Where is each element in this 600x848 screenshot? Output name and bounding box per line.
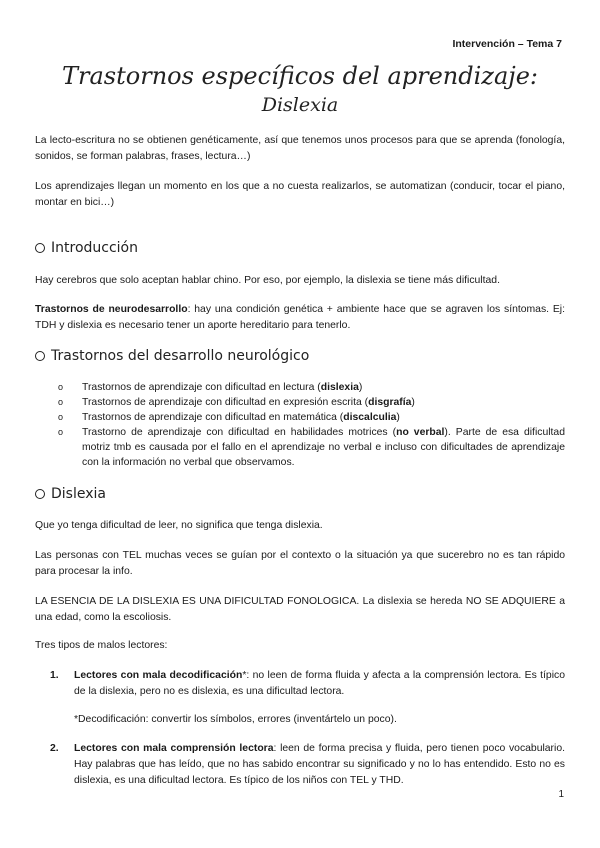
section-heading-neurologico xyxy=(35,348,309,364)
item-bold: dislexia xyxy=(320,382,359,393)
page-subtitle: Dislexia xyxy=(261,94,339,116)
dislexia-paragraph-4: Tres tipos de malos lectores: xyxy=(35,640,168,651)
intro-paragraph-1: La lecto-escritura no se obtienen genéticamente, así que tenemos unos procesos para que se aprenda (fonología, sonidos, se forman palabras, frases, lectura…) xyxy=(35,135,565,162)
item-bold: discalculia xyxy=(343,412,397,423)
footnote-decodificacion: *Decodificación: convertir los símbolos, errores (inventártelo un poco). xyxy=(74,714,397,725)
page-header xyxy=(452,38,562,50)
list-item xyxy=(58,380,565,395)
header-subject: Intervención xyxy=(452,38,515,50)
dislexia-paragraph-1: Que yo tenga dificultad de leer, no significa que tenga dislexia. xyxy=(35,520,323,531)
bullet-marker: o xyxy=(58,427,64,437)
page-number: 1 xyxy=(558,789,564,800)
item-text-end: ) xyxy=(358,382,363,393)
list-item xyxy=(58,395,565,410)
header-dash: – xyxy=(514,38,527,50)
item-bold: disgrafía xyxy=(368,397,412,408)
bullet-marker: o xyxy=(58,382,64,392)
numbered-item-1 xyxy=(50,668,565,700)
page-title: Trastornos específicos del aprendizaje: xyxy=(62,62,538,90)
item-number: 1. xyxy=(50,670,59,681)
list-item xyxy=(58,425,565,470)
circle-bullet-icon xyxy=(35,351,45,361)
section-heading-dislexia xyxy=(35,486,106,502)
circle-bullet-icon xyxy=(35,243,45,253)
item-text-end: ). Parte de esa dificultad motriz tmb es causada por el fallo en el aprendizaje no verbal e incluso con dificultades de aprendizaje con la información no verbal que observamos. xyxy=(82,427,565,468)
introduccion-paragraph-2 xyxy=(35,302,565,334)
circle-bullet-icon xyxy=(35,489,45,499)
section-heading-text: Dislexia xyxy=(51,486,106,502)
bullet-marker: o xyxy=(58,412,64,422)
item-text: : leen de forma precisa y fluida, pero tienen poco vocabulario. Hay palabras que has leído, que no has sabido encontrar su significado y no lo has entendido. Esto no es dislexia, es una dificultad lectora. Es típico de los niños con TEL y THD. xyxy=(74,743,565,786)
item-text: Trastornos de aprendizaje con dificultad en lectura ( xyxy=(82,382,321,393)
section-heading-text: Trastornos del desarrollo neurológico xyxy=(51,348,310,364)
list-item xyxy=(58,410,565,425)
header-topic: Tema 7 xyxy=(526,38,562,50)
item-bold: Lectores con mala comprensión lectora xyxy=(74,743,274,754)
dislexia-paragraph-2: Las personas con TEL muchas veces se guían por el contexto o la situación ya que sucerebro no es tan rápido para procesar la info. xyxy=(35,550,565,577)
section-heading-introduccion xyxy=(35,240,138,256)
bullet-marker: o xyxy=(58,397,64,407)
section-heading-text: Introducción xyxy=(51,240,138,256)
item-bold: Lectores con mala decodificación xyxy=(74,670,243,681)
term-neurodesarrollo: Trastornos de neurodesarrollo xyxy=(35,304,188,315)
term-definition: : hay una condición genética + ambiente hace que se agraven los síntomas. Ej: TDH y dislexia es necesario tener un aporte hereditario para tenerlo. xyxy=(35,304,565,331)
intro-paragraph-2: Los aprendizajes llegan un momento en los que a no cuesta realizarlos, se automatizan (conducir, tocar el piano, montar en bici…) xyxy=(35,181,565,208)
dislexia-paragraph-3: LA ESENCIA DE LA DISLEXIA ES UNA DIFICULTAD FONOLOGICA. La dislexia se hereda NO SE ADQUIERE a una edad, como la escoliosis. xyxy=(35,596,565,623)
item-text: *: no leen de forma fluida y afecta a la comprensión lectora. Es típico de la dislexia, pero no es dislexia, es una dificultad lectora. xyxy=(74,670,565,697)
item-number: 2. xyxy=(50,743,59,754)
introduccion-paragraph-1: Hay cerebros que solo aceptan hablar chino. Por eso, por ejemplo, la dislexia se tiene más dificultad. xyxy=(35,275,500,286)
item-bold: no verbal xyxy=(396,427,445,438)
numbered-item-2 xyxy=(50,741,565,789)
item-text: Trastornos de aprendizaje con dificultad en expresión escrita ( xyxy=(82,397,369,408)
item-text: Trastornos de aprendizaje con dificultad en matemática ( xyxy=(82,412,344,423)
item-text: Trastorno de aprendizaje con dificultad en habilidades motrices ( xyxy=(82,427,397,438)
item-text-end: ) xyxy=(411,397,415,408)
item-text-end: ) xyxy=(396,412,400,423)
